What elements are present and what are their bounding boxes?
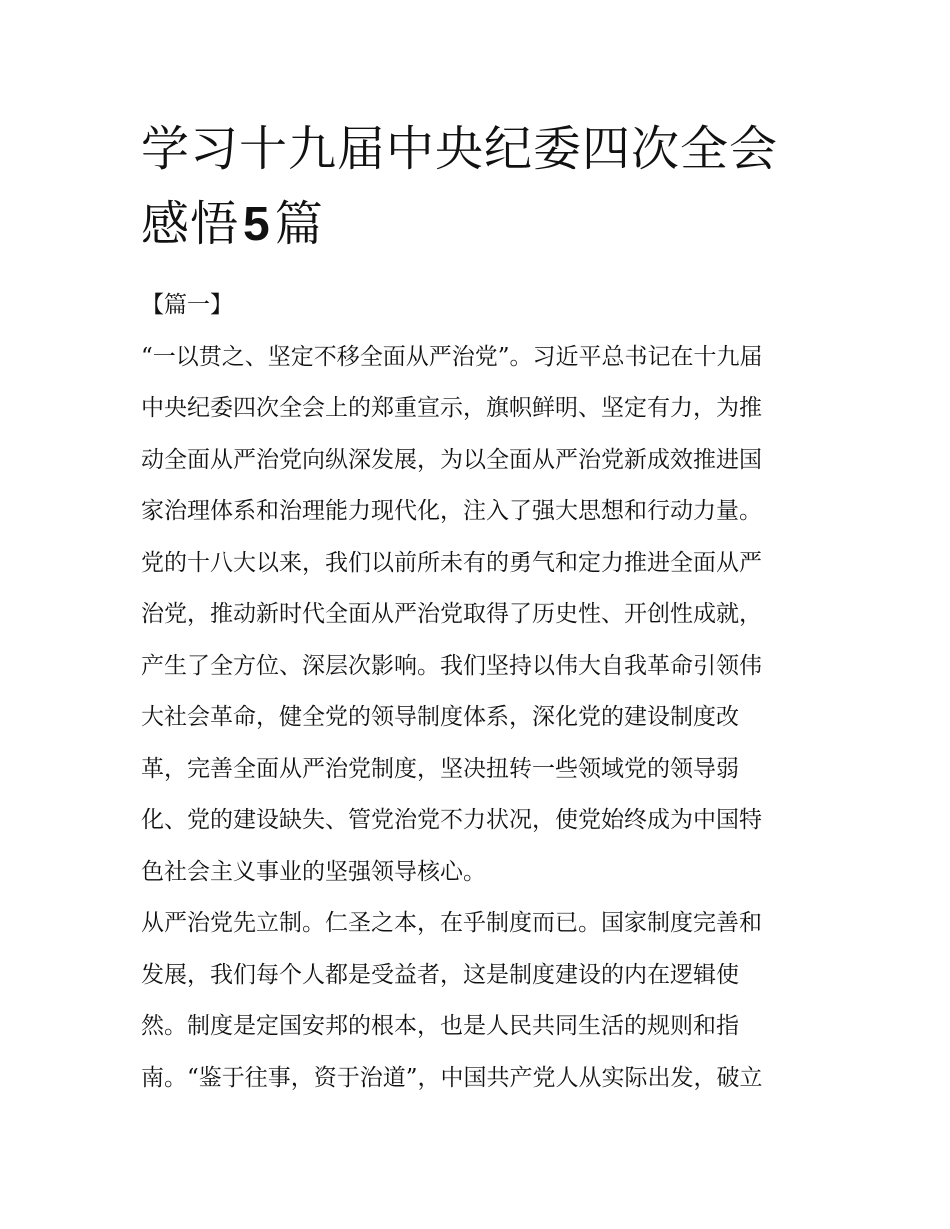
text-line: 然。制度是定国安邦的根本，也是人民共同生活的规则和指 bbox=[141, 1013, 739, 1039]
title-line-2 bbox=[141, 187, 841, 262]
text-line: 产生了全方位、深层次影响。我们坚持以伟大自我革命引领伟 bbox=[141, 652, 762, 679]
text-line: 党的十八大以来，我们以前所未有的勇气和定力推进全面从严 bbox=[141, 549, 762, 576]
text-line: 色社会主义事业的坚强领导核心。 bbox=[141, 858, 486, 885]
title-suffix: 篇 bbox=[274, 196, 324, 252]
document-body bbox=[141, 280, 841, 1104]
section-label: 【篇一】 bbox=[141, 292, 233, 318]
text-line: 大社会革命，健全党的领导制度体系，深化党的建设制度改 bbox=[141, 704, 739, 730]
text-line: 治党，推动新时代全面从严治党取得了历史性、开创性成就， bbox=[141, 601, 762, 627]
text-line: 发展，我们每个人都是受益者，这是制度建设的内在逻辑使 bbox=[141, 961, 739, 988]
text-line: 家治理体系和治理能力现代化，注入了强大思想和行动力量。 bbox=[141, 498, 762, 524]
text-line: “一以贯之、坚定不移全面从严治党”。习近平总书记在十九届 bbox=[141, 343, 763, 370]
title-prefix: 感悟 bbox=[141, 196, 240, 252]
text-line: 从严治党先立制。仁圣之本，在乎制度而已。国家制度完善和 bbox=[141, 910, 762, 936]
text-line: 革，完善全面从严治党制度，坚决扭转一些领域党的领导弱 bbox=[141, 755, 739, 782]
title-line-1: 学习十九届中央纪委四次全会 bbox=[141, 121, 779, 177]
text-line: 动全面从严治党向纵深发展，为以全面从严治党新成效推进国 bbox=[141, 446, 762, 473]
text-line: 南。“鉴于往事，资于治道”，中国共产党人从实际出发，破立 bbox=[141, 1064, 763, 1091]
text-line: 中央纪委四次全会上的郑重宣示，旗帜鲜明、坚定有力，为推 bbox=[141, 395, 762, 421]
title-number: 5 bbox=[243, 198, 271, 251]
text-line: 化、党的建设缺失、管党治党不力状况，使党始终成为中国特 bbox=[141, 807, 762, 833]
document-title bbox=[141, 112, 841, 262]
